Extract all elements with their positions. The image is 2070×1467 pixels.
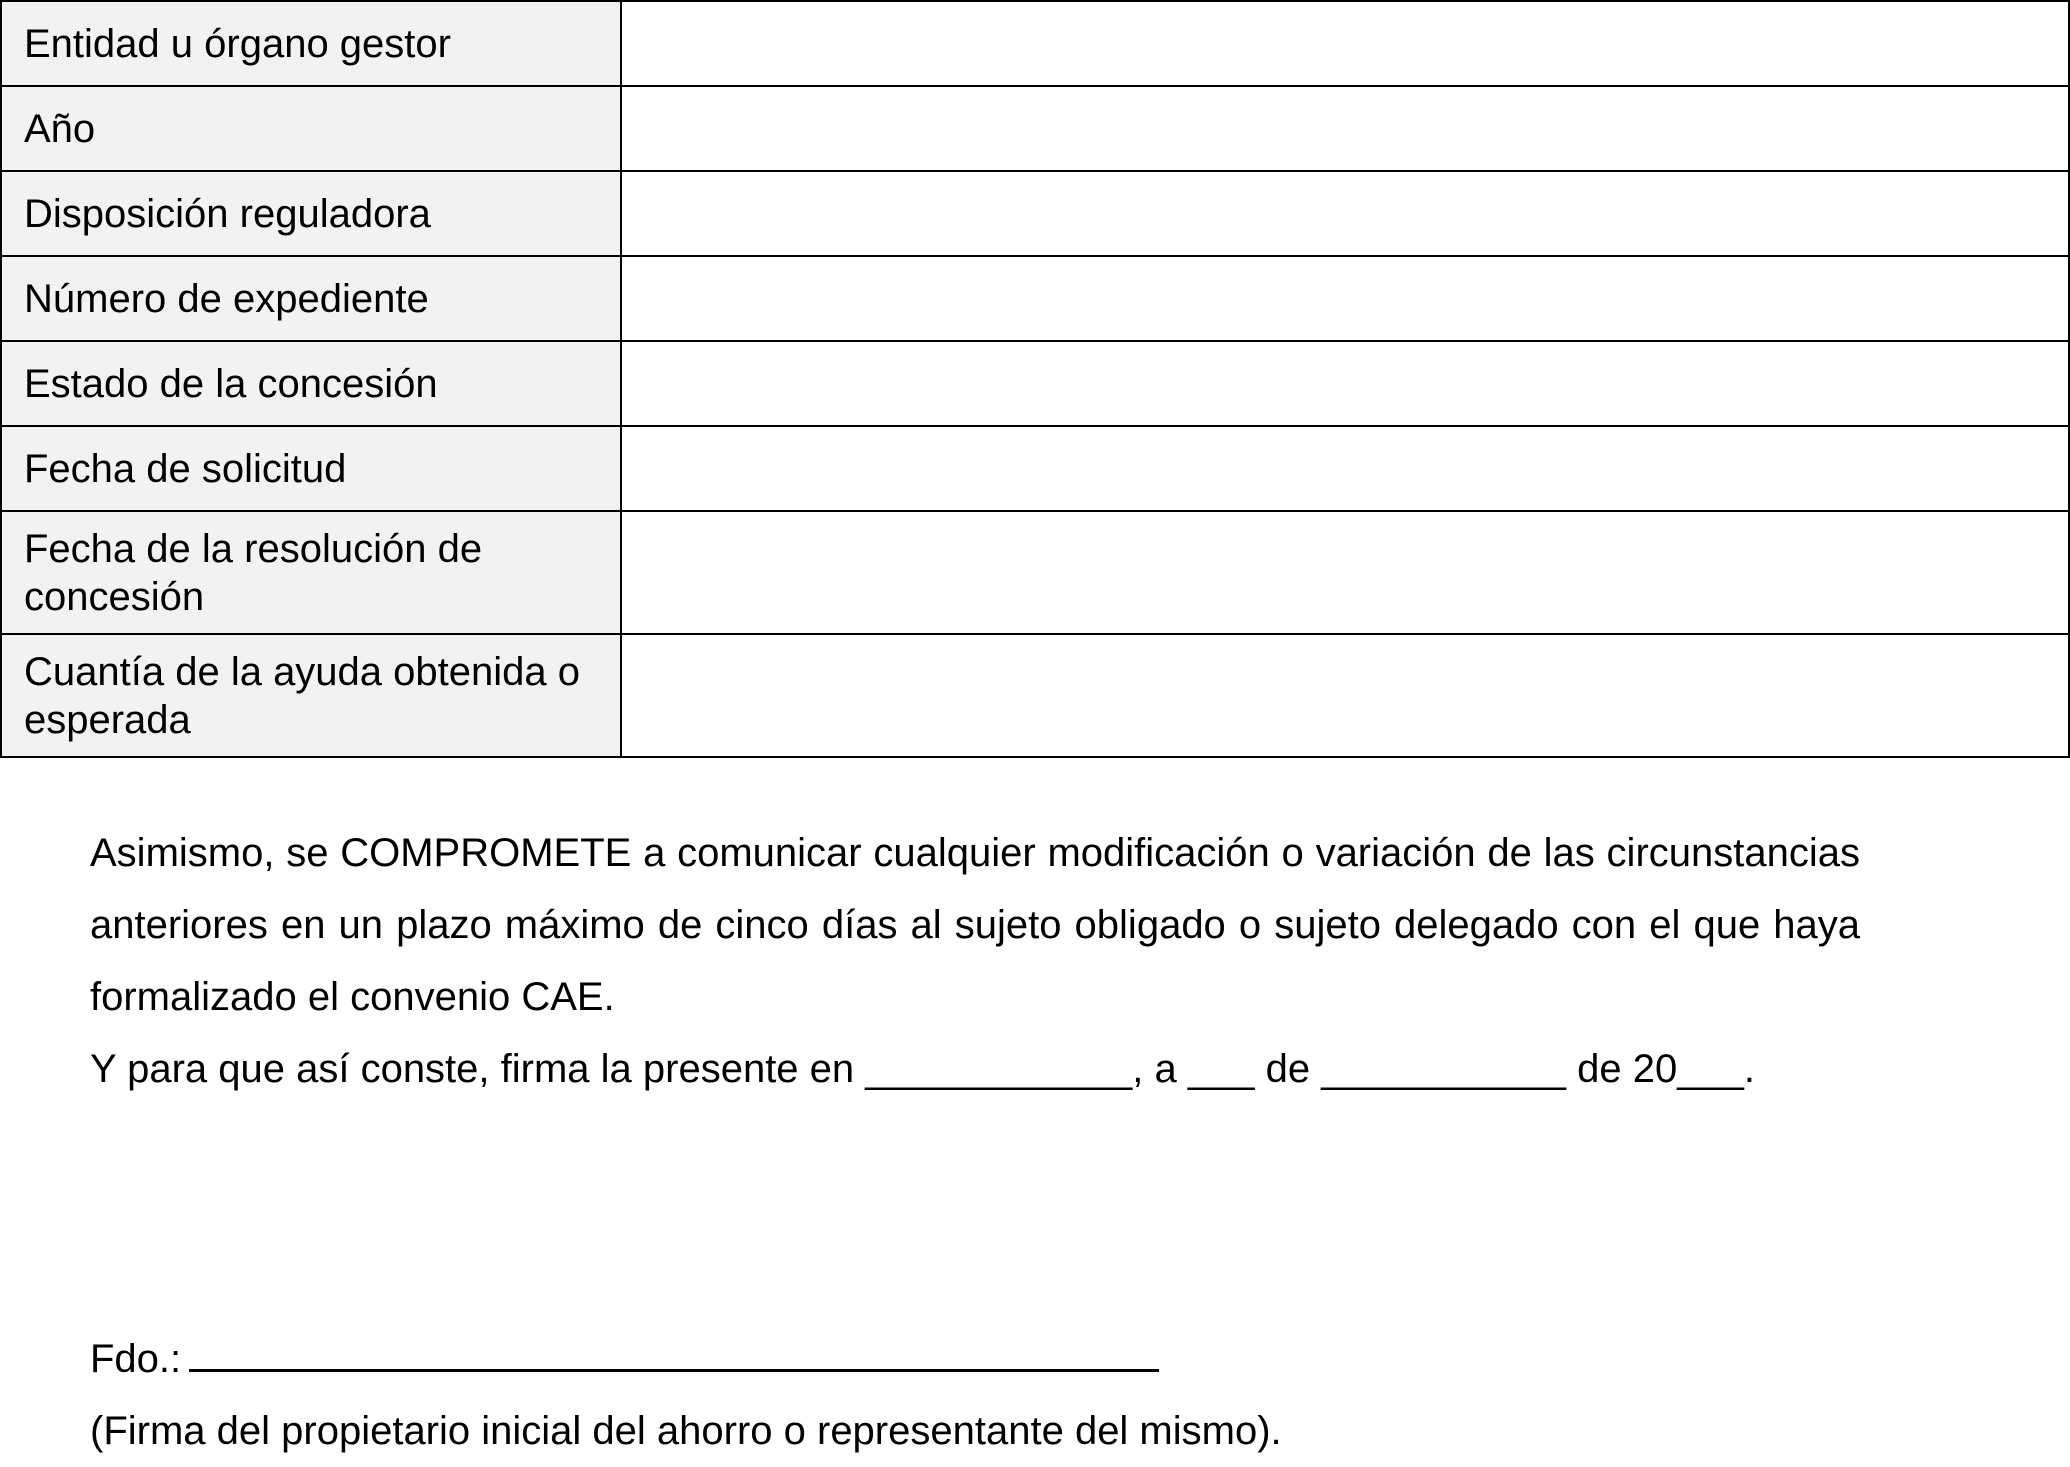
- row-value-entidad[interactable]: [621, 1, 2069, 86]
- table-row: [1, 634, 2069, 757]
- row-value-cuantia[interactable]: [621, 634, 2069, 757]
- row-label-disposicion: Disposición reguladora: [1, 171, 621, 256]
- row-label-fecha-solicitud: Fecha de solicitud: [1, 426, 621, 511]
- row-label-expediente: Número de expediente: [1, 256, 621, 341]
- row-value-expediente[interactable]: [621, 256, 2069, 341]
- commitment-paragraph: Asimismo, se COMPROMETE a comunicar cualquier modificación o variación de las circunstancias anteriores en un plazo máximo de cinco días al sujeto obligado o sujeto delegado con el que haya formalizado el convenio CAE.: [90, 831, 1860, 1019]
- row-label-cuantia: Cuantía de la ayuda obtenida o esperada: [1, 634, 621, 757]
- table-row: [1, 341, 2069, 426]
- signature-blank[interactable]: [189, 1325, 1159, 1372]
- table-row: [1, 171, 2069, 256]
- table-row: [1, 256, 2069, 341]
- table-row: [1, 511, 2069, 634]
- closing-statement: Y para que así conste, firma la presente en ____________, a ___ de ___________ de 20___.: [90, 1047, 1756, 1091]
- row-value-disposicion[interactable]: [621, 171, 2069, 256]
- row-value-anio[interactable]: [621, 86, 2069, 171]
- signature-note: (Firma del propietario inicial del ahorro o representante del mismo).: [90, 1409, 1282, 1453]
- table-row: [1, 86, 2069, 171]
- row-value-fecha-solicitud[interactable]: [621, 426, 2069, 511]
- table-row: [1, 426, 2069, 511]
- signature-line: [90, 1323, 1860, 1395]
- row-label-estado: Estado de la concesión: [1, 341, 621, 426]
- row-value-fecha-resolucion[interactable]: [621, 511, 2069, 634]
- row-label-anio: Año: [1, 86, 621, 171]
- table-row: [1, 1, 2069, 86]
- row-value-estado[interactable]: [621, 341, 2069, 426]
- row-label-fecha-resolucion: Fecha de la resolución de concesión: [1, 511, 621, 634]
- signature-label: Fdo.:: [90, 1337, 182, 1381]
- row-label-entidad: Entidad u órgano gestor: [1, 1, 621, 86]
